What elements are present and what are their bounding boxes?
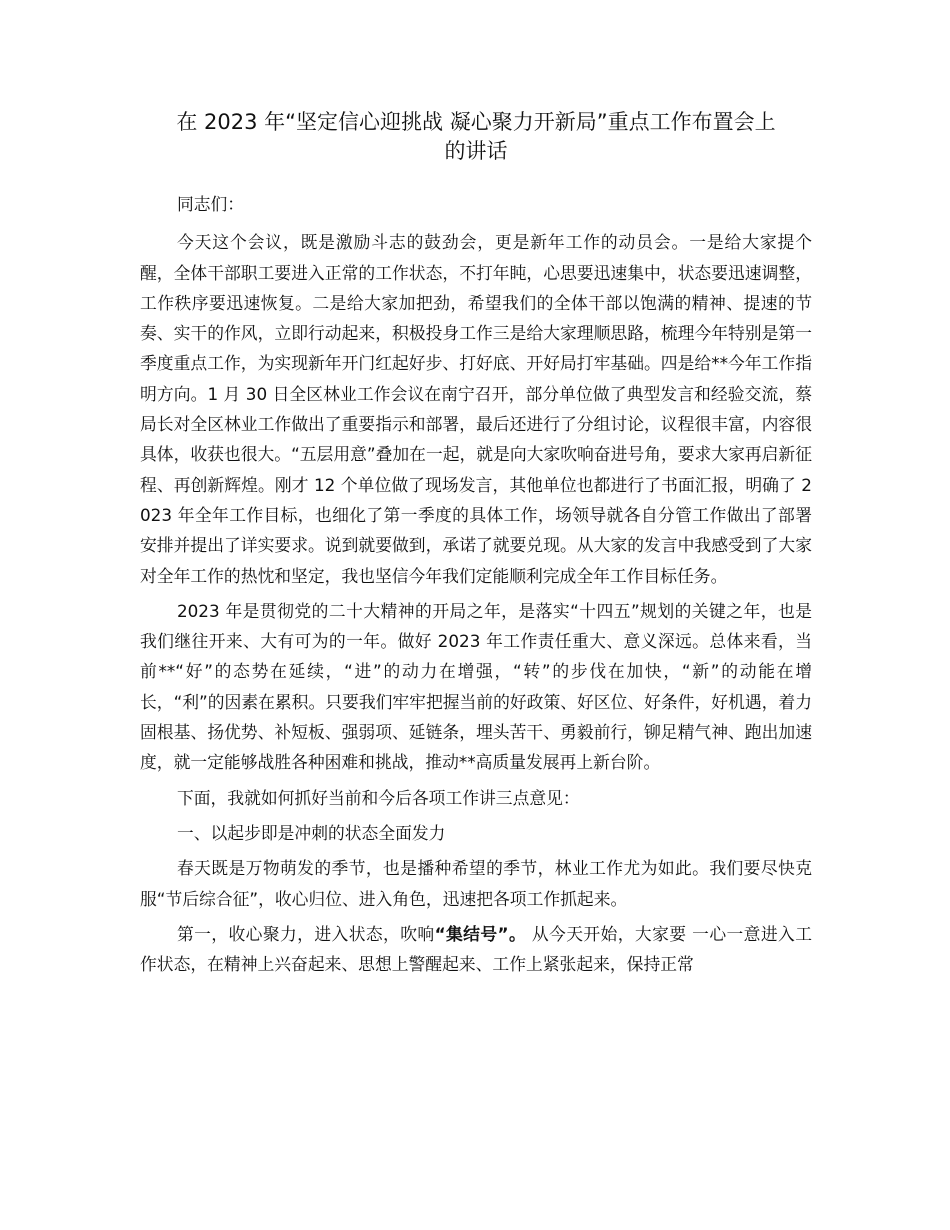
section-heading-one: 一、以起步即是冲刺的状态全面发力 [176, 822, 446, 843]
title-line-1: 在 2023 年“坚定信心迎挑战 凝心聚力开新局”重点工作布置会上 [176, 110, 776, 134]
paragraph-overview: 2023 年是贯彻党的二十大精神的开局之年，是落实“十四五”规划的关键之年，也是我们继往开来、大有可为的一年。做好 2023 年工作责任重大、意义深远。总体来看，当前**“好”的态势在延续，“进”的动力在增强，“转”的步伐在加快，“新”的动能在增长，“利”的因素在累积。只要我们牢牢把握当前的好政策、好区位、好条件，好机遇，着力固根基、扬优势、补短板、强弱项、延链条，埋头苦干、勇毅前行，铆足精气神、跑出加速度，就一定能够战胜各种困难和挑战，推动**高质量发展再上新台阶。 [140, 600, 812, 773]
salutation: 同志们： [176, 194, 245, 214]
paragraph-intro-points: 下面，我就如何抓好当前和今后各项工作讲三点意见： [176, 787, 580, 808]
first-point-bold: “集结号”。 [434, 923, 527, 944]
document-title [140, 108, 812, 166]
paragraph-opening: 今天这个会议，既是激励斗志的鼓劲会，更是新年工作的动员会。一是给大家提个醒，全体干部职工要进入正常的工作状态，不打年盹，心思要迅速集中，状态要迅速调整，工作秩序要迅速恢复。二是给大家加把劲，希望我们的全体干部以饱满的精神、提速的节奏、实干的作风，立即行动起来，积极投身工作三是给大家理顺思路，梳理今年特别是第一季度重点工作，为实现新年开门红起好步、打好底、开好局打牢基础。四是给**今年工作指明方向。1 月 30 日全区林业工作会议在南宁召开，部分单位做了典型发言和经验交流，蔡局长对全区林业工作做出了重要指示和部署，最后还进行了分组讨论，议程很丰富，内容很具体，收获也很大。“五层用意”叠加在一起，就是向大家吹响奋进号角，要求大家再启新征程、再创新辉煌。刚才 12 个单位做了现场发言，其他单位也都进行了书面汇报，明确了 2023 年全年工作目标，也细化了第一季度的具体工作，场领导就各自分管工作做出了部署安排并提出了详实要求。说到就要做到，承诺了就要兑现。从大家的发言中我感受到了大家对全年工作的热忱和坚定，我也坚信今年我们定能顺利完成全年工作目标任务。 [140, 232, 812, 586]
paragraph-spring: 春天既是万物萌发的季节，也是播种希望的季节，林业工作尤为如此。我们要尽快克服“节后综合征”，收心归位、进入角色，迅速把各项工作抓起来。 [140, 858, 812, 909]
first-point-lead: 第一，收心聚力，进入状态，吹响 [176, 923, 435, 944]
first-point-rest: 从今天开始，大家要 一心一意进入工作状态，在精神上兴奋起来、思想上警醒起来、工作上紧张起来，保持正常 [140, 923, 812, 975]
title-line-2: 的讲话 [444, 139, 508, 163]
paragraph-first-point [140, 919, 812, 980]
document-page [140, 108, 812, 984]
